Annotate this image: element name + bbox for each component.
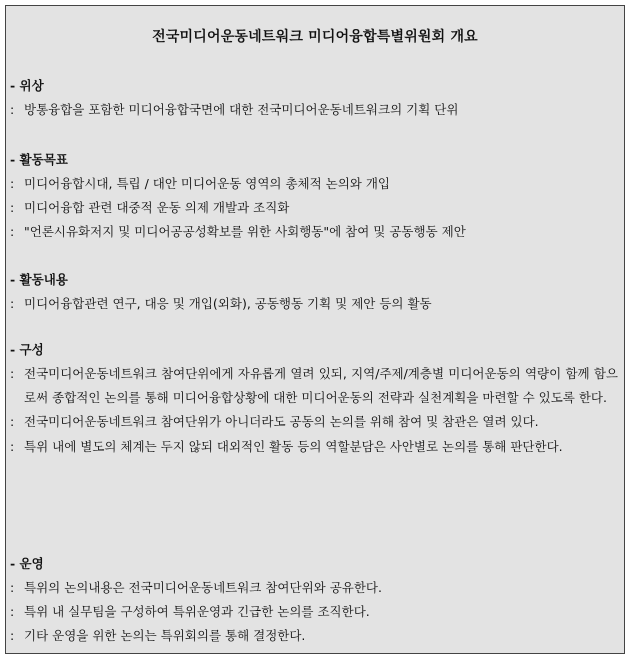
section-heading: - 활동내용 <box>10 272 68 287</box>
item-text: 미디어융합관련 연구, 대응 및 개입(외화), 공동행동 기획 및 제안 등의 활동 <box>24 296 432 311</box>
bullet-mark: : <box>10 604 15 620</box>
section-item-list <box>10 98 618 122</box>
section-status <box>10 74 618 122</box>
item-text: 특위 내 실무팀을 구성하여 특위운영과 긴급한 논의를 조직한다. <box>24 604 370 620</box>
item-text: 미디어융합시대, 특립 / 대안 미디어운동 영역의 총체적 논의와 개입 <box>24 176 390 191</box>
list-item <box>10 196 618 220</box>
bullet-mark: : <box>10 224 15 240</box>
item-text: 방통융합을 포함한 미디어융합국면에 대한 전국미디어운동네트워크의 기획 단위 <box>24 102 459 117</box>
item-text: 미디어융합 관련 대중적 운동 의제 개발과 조직화 <box>24 200 290 216</box>
bullet-mark: : <box>10 296 15 311</box>
list-item <box>10 98 618 122</box>
bullet-mark: : <box>10 414 15 430</box>
section-heading: - 구성 <box>10 342 44 357</box>
section-goals <box>10 148 618 245</box>
document-title: 전국미디어운동네트워크 미디어융합특별위원회 개요 <box>152 29 478 45</box>
section-item-list <box>10 362 618 459</box>
section-heading: - 위상 <box>10 78 44 93</box>
list-item <box>10 624 618 648</box>
item-text: 특위 내에 별도의 체계는 두지 않되 대외적인 활동 등의 역할분담은 사안별로 논의를 통해 판단한다. <box>24 438 563 454</box>
bullet-mark: : <box>10 176 15 191</box>
list-item <box>10 600 618 624</box>
bullet-mark: : <box>10 366 15 381</box>
section-item-list <box>10 576 618 649</box>
item-text: 전국미디어운동네트워크 참여단위가 아니더라도 공동의 논의를 위해 참여 및 참관은 열려 있다. <box>24 414 539 430</box>
list-item <box>10 576 618 600</box>
list-item <box>10 220 618 244</box>
item-text: 기타 운영을 위한 논의는 특위회의를 통해 결정한다. <box>24 628 306 644</box>
bullet-mark: : <box>10 628 15 644</box>
section-item-list <box>10 292 618 316</box>
section-heading: - 운영 <box>10 556 44 571</box>
list-item <box>10 410 618 434</box>
section-heading: - 활동목표 <box>10 152 68 167</box>
section-operation <box>10 552 618 649</box>
section-composition <box>10 338 618 459</box>
list-item <box>10 172 618 196</box>
bullet-mark: : <box>10 200 15 216</box>
bullet-mark: : <box>10 102 15 117</box>
bullet-mark: : <box>10 580 15 595</box>
section-activities <box>10 268 618 316</box>
list-item <box>10 362 618 410</box>
item-text: 특위의 논의내용은 전국미디어운동네트워크 참여단위와 공유한다. <box>24 580 382 595</box>
section-item-list <box>10 172 618 245</box>
overview-panel <box>5 5 625 654</box>
bullet-mark: : <box>10 438 15 454</box>
list-item <box>10 292 618 316</box>
list-item <box>10 435 618 459</box>
item-text: "언론시유화저지 및 미디어공공성확보를 위한 사회행동"에 참여 및 공동행동 제안 <box>24 224 466 240</box>
item-text: 전국미디어운동네트워크 참여단위에게 자유롭게 열려 있되, 지역/주제/계층별 미디어운동의 역량이 함께 함으로써 종합적인 논의를 통해 미디어융합상황에 대한 미디어운동의 전략과 실천계획을 마련할 수 있도록 한다. <box>24 366 618 406</box>
